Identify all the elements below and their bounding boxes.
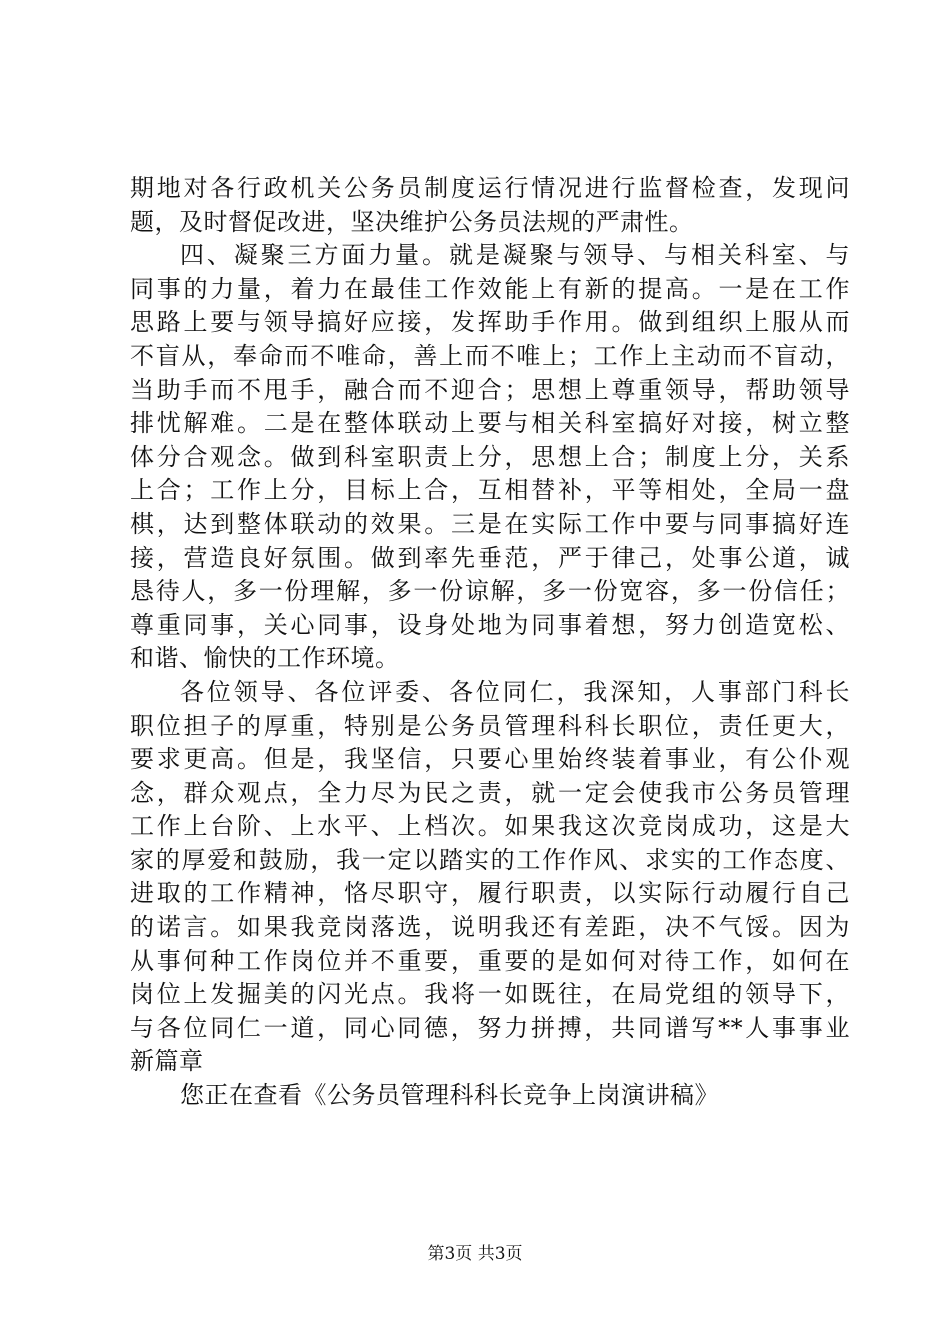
paragraph-start-line: 四、凝聚三方面力量。就是凝聚与领导、与相关科室、与 [180,241,850,270]
text-line: 岗位上发掘美的闪光点。我将一如既往，在局党组的领导下， [130,980,850,1009]
text-line: 进取的工作精神，恪尽职守，履行职责，以实际行动履行自己 [130,879,850,908]
text-line: 职位担子的厚重，特别是公务员管理科科长职位，责任更大， [130,711,850,740]
viewing-notice: 您正在查看《公务员管理科科长竞争上岗演讲稿》 [180,1081,719,1110]
text-line: 题，及时督促改进，坚决维护公务员法规的严肃性。 [130,207,694,236]
page-number-footer: 第3页 共3页 [427,1244,523,1264]
text-line: 恳待人，多一份理解，多一份谅解，多一份宽容，多一份信任； [130,577,850,606]
text-line: 棋，达到整体联动的效果。三是在实际工作中要与同事搞好连 [130,509,850,538]
text-line: 体分合观念。做到科室职责上分，思想上合；制度上分，关系 [130,442,850,471]
text-line: 排忧解难。二是在整体联动上要与相关科室搞好对接，树立整 [130,409,850,438]
text-line: 思路上要与领导搞好应接，发挥助手作用。做到组织上服从而 [130,308,850,337]
text-line: 期地对各行政机关公务员制度运行情况进行监督检查，发现问 [130,174,850,202]
text-line: 要求更高。但是，我坚信，只要心里始终装着事业，有公仆观 [130,745,850,774]
text-line: 新篇章 [130,1047,204,1076]
text-line: 家的厚爱和鼓励，我一定以踏实的工作作风、求实的工作态度、 [130,845,850,874]
paragraph-start-line: 各位领导、各位评委、各位同仁，我深知，人事部门科长 [180,677,850,706]
text-line: 工作上台阶、上水平、上档次。如果我这次竞岗成功，这是大 [130,812,850,841]
text-line: 同事的力量，着力在最佳工作效能上有新的提高。一是在工作 [130,274,850,303]
text-line: 的诺言。如果我竞岗落选，说明我还有差距，决不气馁。因为 [130,913,850,942]
text-line: 上合；工作上分，目标上合，互相替补，平等相处，全局一盘 [130,476,850,505]
text-line: 和谐、愉快的工作环境。 [130,644,400,673]
text-line: 不盲从，奉命而不唯命，善上而不唯上；工作上主动而不盲动， [130,341,850,370]
text-line: 尊重同事，关心同事，设身处地为同事着想，努力创造宽松、 [130,610,850,639]
text-line: 与各位同仁一道，同心同德，努力拼搏，共同谱写**人事事业 [130,1013,850,1042]
text-line: 从事何种工作岗位并不重要，重要的是如何对待工作，如何在 [130,946,850,975]
text-line: 念，群众观点，全力尽为民之责，就一定会使我市公务员管理 [130,778,850,807]
body-text [130,172,850,1113]
text-line: 当助手而不甩手，融合而不迎合；思想上尊重领导，帮助领导 [130,375,850,404]
text-line: 接，营造良好氛围。做到率先垂范，严于律己，处事公道，诚 [130,543,850,572]
